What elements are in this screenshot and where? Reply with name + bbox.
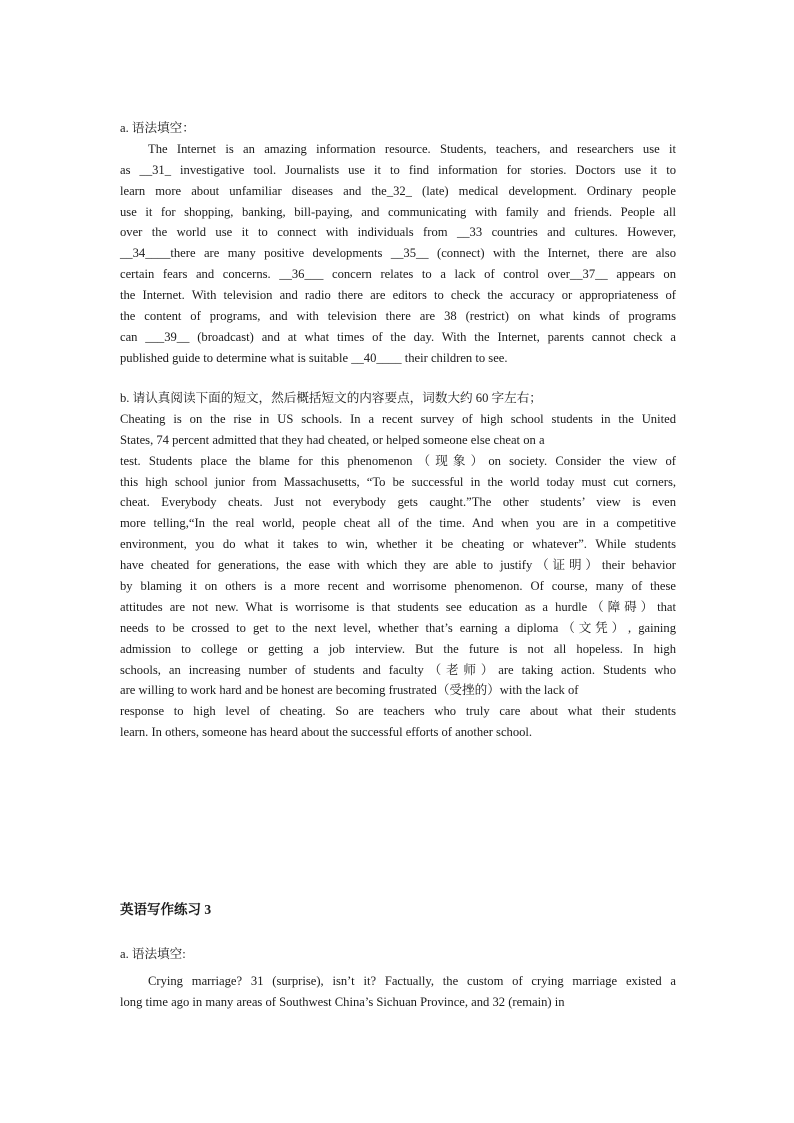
paragraph-line: certain fears and concerns. __36___ concern relates to a lack of control over__37__ appears on <box>120 267 676 282</box>
paragraph-line: cheat. Everybody cheats. Just not everybody gets caught.”The other students’ view is even <box>120 495 676 510</box>
paragraph-line: admission to college or getting a job interview. But the future is not all hopeless. In high <box>120 641 676 656</box>
paragraph-line: can ___39__ (broadcast) and at what times of the day. With the Internet, parents cannot check a <box>120 329 676 344</box>
paragraph-line: have cheated for generations, the ease with which they are able to justify（证明）their behavior <box>120 558 676 573</box>
paragraph-line: the Internet. With television and radio there are editors to check the accuracy or appropriateness of <box>120 288 676 303</box>
paragraph-line: response to high level of cheating. So are teachers who truly care about what their students <box>120 704 676 719</box>
section-1-heading: a. 语法填空： <box>120 121 195 135</box>
section-3-title: 英语写作练习 3 <box>120 902 212 917</box>
paragraph-line: use it for shopping, banking, bill-paying, and communicating with family and friends. People all <box>120 204 676 219</box>
paragraph-line: learn more about unfamiliar diseases and the_32_ (late) medical development. Ordinary people <box>120 183 676 198</box>
paragraph-line: the content of programs, and with television there are 38 (restrict) on what kinds of programs <box>120 309 676 324</box>
paragraph-line: more telling,“In the real world, people cheat all of the time. And when you are in a competitive <box>120 516 676 531</box>
grammar-fill-section-1 <box>120 118 676 369</box>
summary-section <box>120 388 676 743</box>
paragraph-line: Crying marriage? 31 (surprise), isn’t it? Factually, the custom of crying marriage existed a <box>148 973 676 988</box>
paragraph-line: environment, you do what it takes to win, whether it be cheating or whatever”. While students <box>120 537 676 552</box>
paragraph-line: this high school junior from Massachusetts, “To be successful in the world today must cut corners, <box>120 474 676 489</box>
paragraph-line: published guide to determine what is suitable __40____ their children to see. <box>120 350 508 365</box>
paragraph-line: are willing to work hard and be honest are becoming frustrated（受挫的）with the lack of <box>120 683 579 698</box>
paragraph-line: __34____there are many positive developments __35__ (connect) with the Internet, there are also <box>120 246 676 261</box>
grammar-fill-section-3 <box>120 944 676 1013</box>
paragraph-line: by blaming it on others is a more recent and worrisome phenomenon. Of course, many of these <box>120 579 676 594</box>
paragraph-line: Cheating is on the rise in US schools. In a recent survey of high school students in the United <box>120 411 676 426</box>
paragraph-line: test. Students place the blame for this phenomenon（现象）on society. Consider the view of <box>120 453 676 468</box>
paragraph-line: schools, an increasing number of students and faculty（老师）are taking action. Students who <box>120 662 676 677</box>
paragraph-line: States, 74 percent admitted that they had cheated, or helped someone else cheat on a <box>120 432 545 447</box>
paragraph-line: learn. In others, someone has heard about the successful efforts of another school. <box>120 725 533 740</box>
section-3-heading: a. 语法填空: <box>120 947 186 961</box>
paragraph-line: The Internet is an amazing information resource. Students, teachers, and researchers use it <box>148 141 676 156</box>
paragraph-line: as __31_ investigative tool. Journalists use it to find information for stories. Doctors use it to <box>120 162 676 177</box>
section-2-heading: b. 请认真阅读下面的短文，然后概括短文的内容要点，词数大约 60 字左右； <box>120 391 542 405</box>
paragraph-line: attitudes are not new. What is worrisome is that students see education as a hurdle（障碍）that <box>120 599 676 614</box>
paragraph-line: needs to be crossed to get to the next level, whether that’s earning a diploma（文凭）, gaining <box>120 620 676 635</box>
paragraph-line: long time ago in many areas of Southwest China’s Sichuan Province, and 32 (remain) in <box>120 994 565 1009</box>
paragraph-line: over the world use it to connect with individuals from __33 countries and cultures. However, <box>120 225 676 240</box>
